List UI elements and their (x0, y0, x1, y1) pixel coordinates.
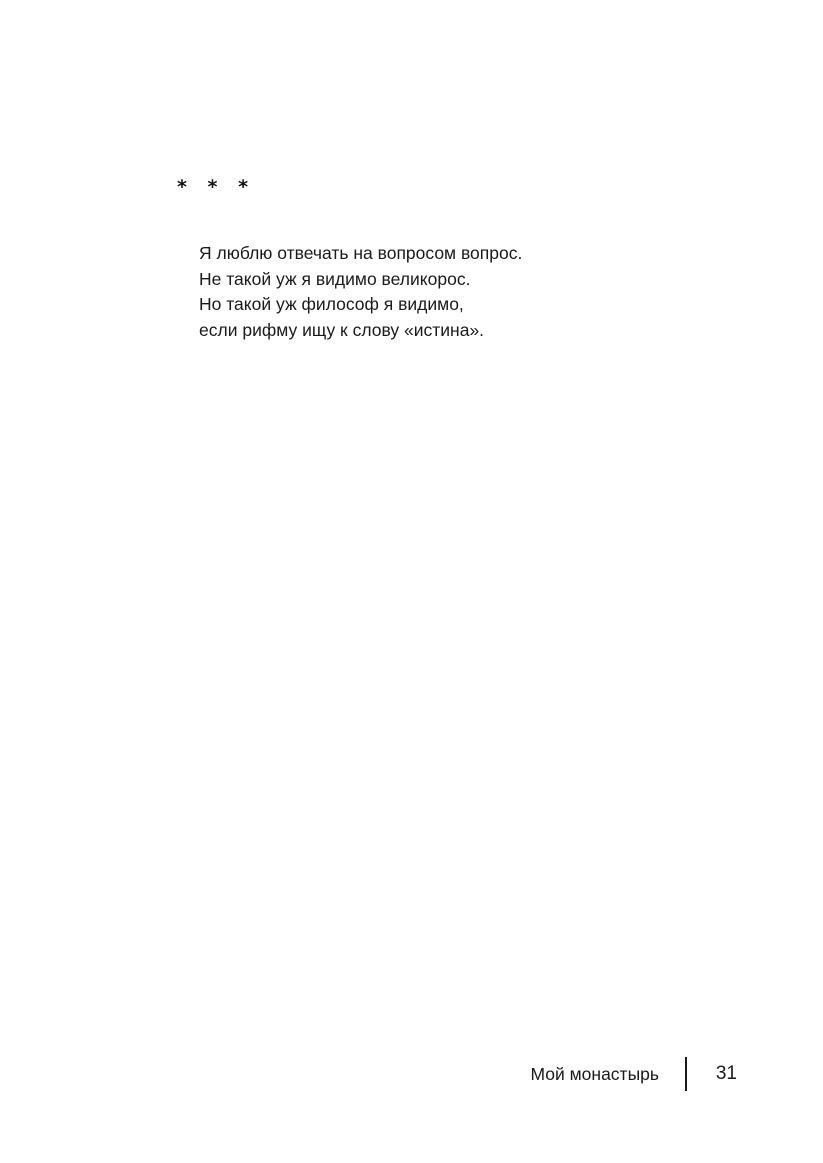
footer-inner (531, 1057, 738, 1091)
poem-line: Но такой уж философ я видимо, (199, 294, 464, 314)
poem-line: Я люблю отвечать на вопросом вопрос. (199, 243, 523, 263)
poem-separator: * * * (177, 176, 256, 198)
page-footer (0, 1043, 823, 1163)
page-number: 31 (715, 1063, 737, 1084)
poem-block (177, 178, 737, 343)
book-title: Мой монастырь (530, 1063, 659, 1084)
footer-divider (685, 1057, 687, 1091)
poem-stanza (177, 241, 737, 343)
poem-line: Не такой уж я видимо великорос. (199, 268, 471, 289)
poem-line: если рифму ищу к слову «истина». (199, 319, 485, 340)
